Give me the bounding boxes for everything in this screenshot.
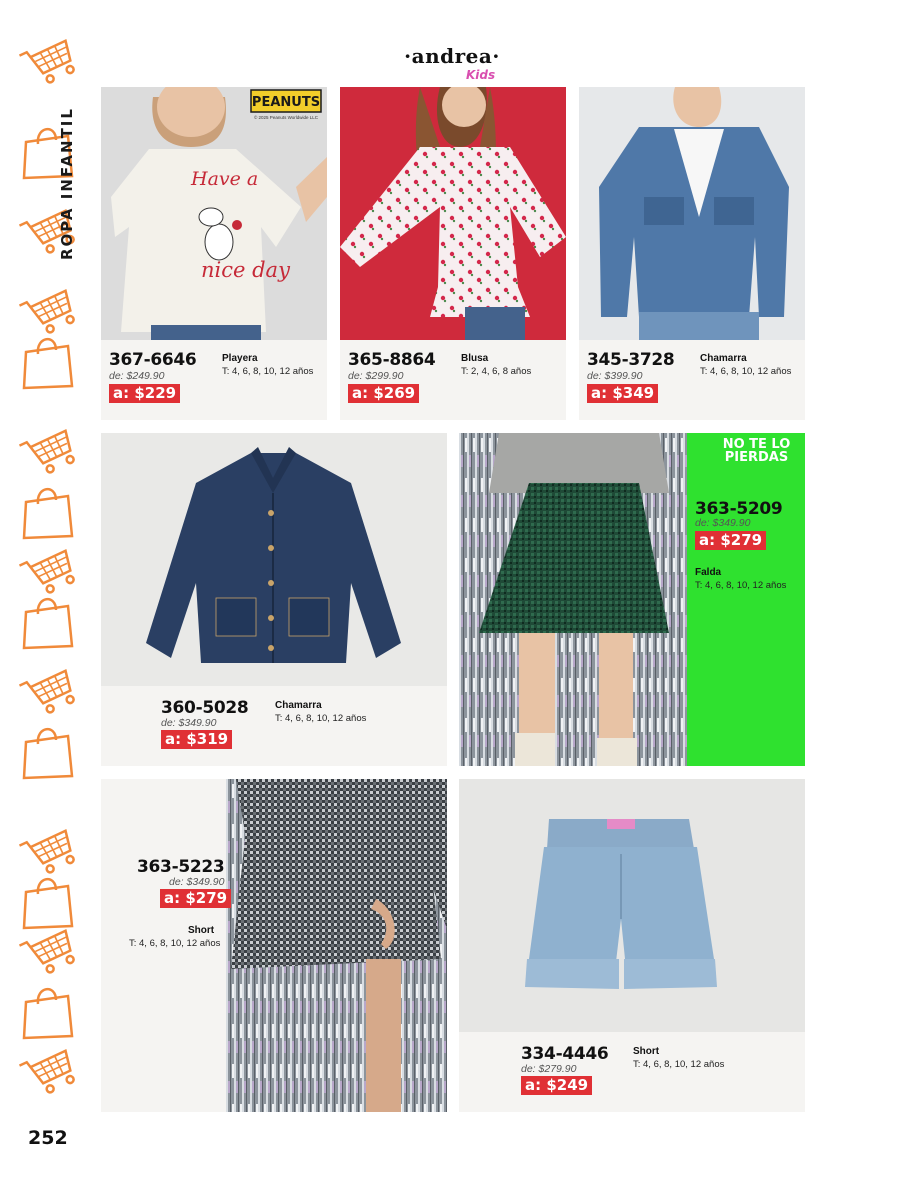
product-name: Playera [222,353,258,364]
print-text-line: nice day [201,258,290,282]
shopping-cart-icon [18,30,78,90]
shopping-bag-icon [18,720,78,780]
shopping-bag-icon [18,480,78,540]
product-name: Chamarra [275,700,322,711]
section-title: ROPA INFANTIL [58,107,76,260]
product-sizes: T: 4, 6, 8, 10, 12 años [129,938,221,949]
product-card[interactable] [101,779,447,1112]
product-sizes: T: 4, 6, 8, 10, 12 años [222,366,314,377]
product-card[interactable] [101,433,447,766]
product-photo [226,779,447,1112]
brand-name: ·andrea· [404,44,500,68]
sale-price: a: $319 [161,730,232,749]
product-sku: 363-5223 [137,857,225,877]
print-copyright: © 2025 Peanuts Worldwide LLC [253,115,319,120]
old-price: de: $249.90 [109,370,165,382]
brand-logo [396,44,508,82]
sale-price: a: $249 [521,1076,592,1095]
shopping-bag-icon [18,980,78,1040]
old-price: de: $299.90 [348,370,404,382]
shopping-bag-icon [18,590,78,650]
product-name: Blusa [461,353,489,364]
old-price: de: $399.90 [587,370,643,382]
product-sizes: T: 4, 6, 8, 10, 12 años [695,580,787,591]
product-sku: 360-5028 [161,698,249,718]
old-price: de: $349.90 [695,517,751,529]
shopping-cart-icon [18,420,78,480]
product-sizes: T: 2, 4, 6, 8 años [461,366,532,377]
product-photo [340,87,566,340]
brand-sub: Kids [466,68,496,82]
product-sku: 345-3728 [587,350,675,370]
old-price: de: $279.90 [521,1063,577,1075]
product-photo [459,779,805,1032]
product-sku: 365-8864 [348,350,436,370]
product-name: Falda [695,567,722,578]
sale-price: a: $349 [587,384,658,403]
sale-price: a: $229 [109,384,180,403]
product-card[interactable] [459,433,805,766]
product-name: Chamarra [700,353,747,364]
old-price: de: $349.90 [161,717,217,729]
product-card[interactable] [101,87,327,420]
product-photo [101,87,327,340]
sale-price: a: $269 [348,384,419,403]
product-photo [101,433,447,686]
product-sizes: T: 4, 6, 8, 10, 12 años [275,713,367,724]
shopping-cart-icon [18,920,78,980]
product-name: Short [188,925,215,936]
product-sizes: T: 4, 6, 8, 10, 12 años [633,1059,725,1070]
product-name: Short [633,1046,660,1057]
product-card[interactable] [579,87,805,420]
page-number: 252 [28,1127,68,1149]
promo-badge: NO TE LO PIERDAS [722,437,791,465]
shopping-cart-icon [18,1040,78,1100]
shopping-bag-icon [18,330,78,390]
product-card[interactable] [340,87,566,420]
sale-price: a: $279 [695,531,766,550]
old-price: de: $349.90 [169,876,225,888]
product-card[interactable] [459,779,805,1112]
product-sizes: T: 4, 6, 8, 10, 12 años [700,366,792,377]
product-sku: 363-5209 [695,499,783,519]
product-sku: 367-6646 [109,350,197,370]
print-brand: PEANUTS [251,95,321,110]
product-sku: 334-4446 [521,1044,609,1064]
print-text-line: Have a [191,168,259,190]
shopping-cart-icon [18,660,78,720]
product-photo [459,433,687,766]
sale-price: a: $279 [160,889,231,908]
product-photo [579,87,805,340]
